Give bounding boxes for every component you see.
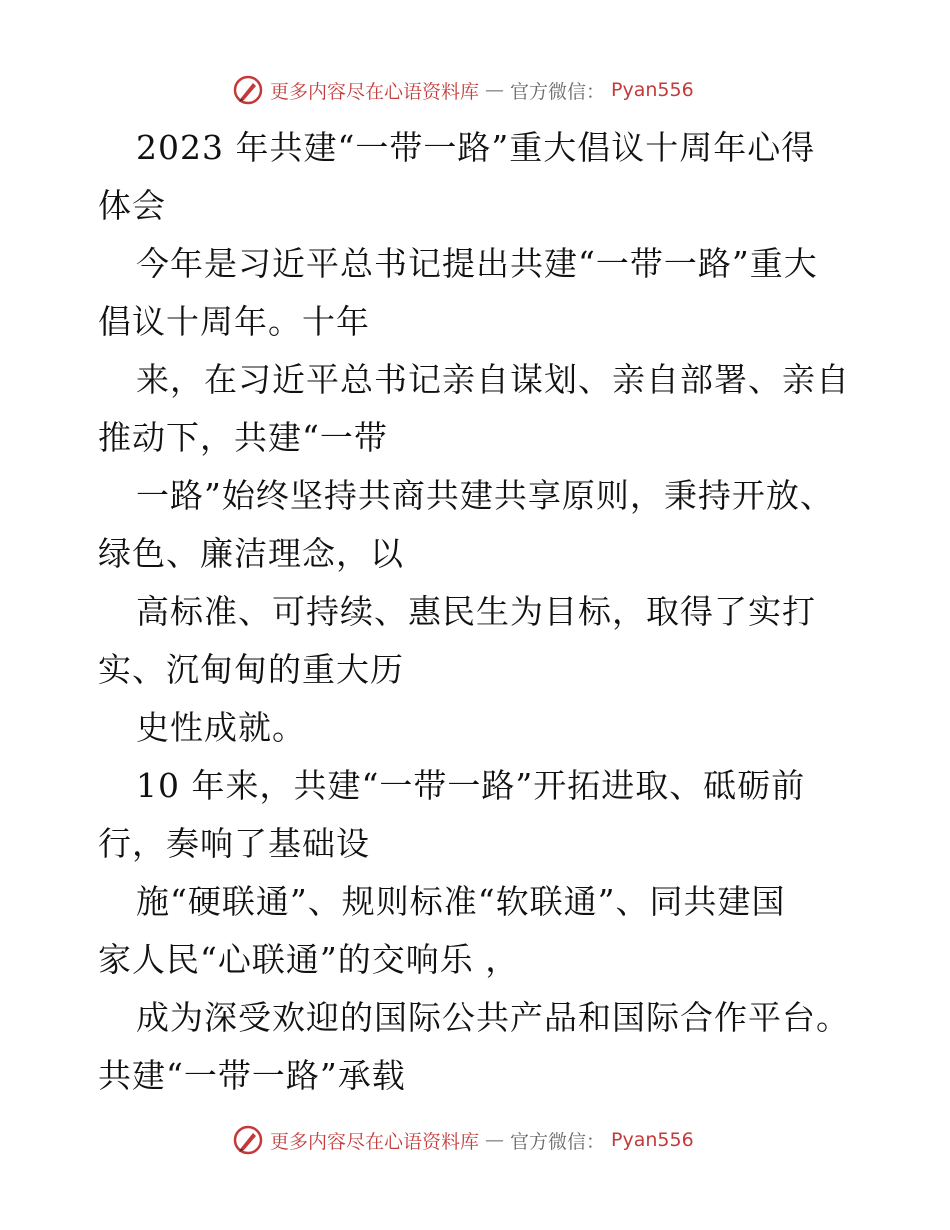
paragraph-line: 今年是习近平总书记提出共建“一带一路”重大	[136, 244, 818, 283]
paragraph-line: 一路”始终坚持共商共建共享原则，秉持开放、	[136, 476, 834, 515]
paragraph-line: 家人民“心联通”的交响乐 ，	[98, 940, 520, 979]
paragraph-line: 共建“一带一路”承载	[98, 1056, 406, 1095]
header-watermark	[232, 72, 752, 108]
paragraph-line: 推动下，共建“一带	[98, 418, 388, 457]
paragraph-line: 实、沉甸甸的重大历	[98, 650, 404, 689]
watermark-label: 官方微信：	[510, 1130, 606, 1153]
paragraph-line: 成为深受欢迎的国际公共产品和国际合作平台。	[136, 998, 850, 1037]
watermark-text: 更多内容尽在心语资料库	[270, 1130, 480, 1153]
watermark-wechat-id: Pyan556	[611, 1129, 694, 1151]
document-title-line-2: 体会	[98, 186, 166, 225]
footer-watermark	[232, 1122, 752, 1158]
paragraph-line: 行，奏响了基础设	[98, 824, 370, 863]
watermark-label: 官方微信：	[510, 80, 606, 103]
document-title-line-1: 2023 年共建“一带一路”重大倡议十周年心得	[136, 128, 816, 167]
paragraph-line: 高标准、可持续、惠民生为目标，取得了实打	[136, 592, 816, 631]
pen-logo-icon	[232, 74, 264, 106]
watermark-dash: —	[485, 1129, 505, 1151]
watermark-wechat-id: Pyan556	[611, 79, 694, 101]
paragraph-line: 来，在习近平总书记亲自谋划、亲自部署、亲自	[136, 360, 850, 399]
paragraph-line: 史性成就。	[136, 708, 306, 747]
paragraph-line: 倡议十周年。十年	[98, 302, 370, 341]
watermark-text: 更多内容尽在心语资料库	[270, 80, 480, 103]
watermark-dash: —	[485, 79, 505, 101]
paragraph-line: 绿色、廉洁理念，以	[98, 534, 404, 573]
pen-logo-icon	[232, 1124, 264, 1156]
paragraph-line: 10 年来，共建“一带一路”开拓进取、砥砺前	[136, 766, 806, 805]
paragraph-line: 施“硬联通”、规则标准“软联通”、同共建国	[136, 882, 786, 921]
